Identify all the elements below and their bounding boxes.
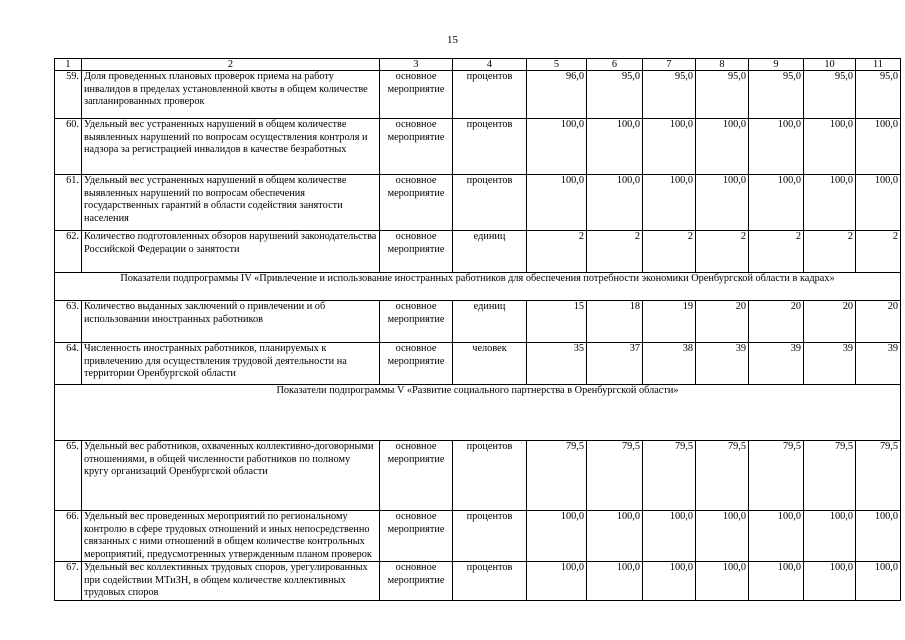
indicator-name: Количество выданных заключений о привлечении и об использовании иностранных работников: [82, 301, 380, 343]
unit-of-measure: человек: [453, 343, 527, 385]
value-cell: 100,0: [749, 175, 804, 231]
indicator-name: Численность иностранных работников, планируемых к привлечению для осуществления трудовой деятельности на территории Оренбургской области: [82, 343, 380, 385]
header-cell: 1: [55, 59, 82, 71]
value-cell: 79,5: [587, 441, 643, 511]
row-number: 61.: [55, 175, 82, 231]
value-cell: 100,0: [856, 175, 901, 231]
row-number: 67.: [55, 562, 82, 601]
value-cell: 95,0: [804, 71, 856, 119]
table-row: [55, 231, 901, 273]
unit-of-measure: единиц: [453, 301, 527, 343]
value-cell: 95,0: [643, 71, 696, 119]
value-cell: 37: [587, 343, 643, 385]
unit-of-measure: процентов: [453, 119, 527, 175]
table-row: [55, 511, 901, 562]
header-row: [55, 59, 901, 71]
value-cell: 15: [527, 301, 587, 343]
header-cell: 7: [643, 59, 696, 71]
value-cell: 20: [696, 301, 749, 343]
value-cell: 18: [587, 301, 643, 343]
value-cell: 100,0: [643, 511, 696, 562]
value-cell: 2: [856, 231, 901, 273]
value-cell: 39: [696, 343, 749, 385]
event-type: основное мероприятие: [380, 441, 453, 511]
value-cell: 100,0: [527, 175, 587, 231]
row-number: 63.: [55, 301, 82, 343]
value-cell: 100,0: [527, 562, 587, 601]
unit-of-measure: процентов: [453, 175, 527, 231]
value-cell: 20: [804, 301, 856, 343]
value-cell: 100,0: [527, 119, 587, 175]
value-cell: 100,0: [643, 119, 696, 175]
row-number: 60.: [55, 119, 82, 175]
indicator-name: Удельный вес работников, охваченных коллективно-договорными отношениями, в общей численности работников по полному кругу организаций Оренбургской области: [82, 441, 380, 511]
value-cell: 100,0: [856, 562, 901, 601]
indicator-name: Удельный вес коллективных трудовых споров, урегулированных при содействии МТиЗН, в общем количестве коллективных трудовых споров: [82, 562, 380, 601]
event-type: основное мероприятие: [380, 119, 453, 175]
value-cell: 95,0: [696, 71, 749, 119]
value-cell: 96,0: [527, 71, 587, 119]
value-cell: 100,0: [696, 562, 749, 601]
header-cell: 2: [82, 59, 380, 71]
value-cell: 100,0: [804, 119, 856, 175]
value-cell: 2: [527, 231, 587, 273]
value-cell: 100,0: [587, 119, 643, 175]
value-cell: 79,5: [856, 441, 901, 511]
section-title: Показатели подпрограммы IV «Привлечение и использование иностранных работников для обеспечения потребности экономики Оренбургской области в кадрах»: [55, 273, 901, 301]
indicator-name: Удельный вес проведенных мероприятий по региональному контролю в сфере трудовых отношений и иных непосредственно связанных с ними отношений в общем количестве контрольных мероприятий, предусмотренных утвержденным планом проверок: [82, 511, 380, 562]
value-cell: 100,0: [856, 119, 901, 175]
value-cell: 2: [749, 231, 804, 273]
value-cell: 2: [587, 231, 643, 273]
value-cell: 100,0: [696, 119, 749, 175]
value-cell: 100,0: [643, 175, 696, 231]
table-row: [55, 562, 901, 601]
unit-of-measure: процентов: [453, 71, 527, 119]
row-number: 59.: [55, 71, 82, 119]
header-cell: 9: [749, 59, 804, 71]
table-row: [55, 343, 901, 385]
event-type: основное мероприятие: [380, 343, 453, 385]
table-row: [55, 441, 901, 511]
value-cell: 20: [856, 301, 901, 343]
event-type: основное мероприятие: [380, 301, 453, 343]
value-cell: 19: [643, 301, 696, 343]
value-cell: 100,0: [587, 175, 643, 231]
value-cell: 35: [527, 343, 587, 385]
table-row: [55, 301, 901, 343]
header-cell: 4: [453, 59, 527, 71]
value-cell: 2: [643, 231, 696, 273]
value-cell: 79,5: [804, 441, 856, 511]
section-title: Показатели подпрограммы V «Развитие социального партнерства в Оренбургской области»: [55, 385, 901, 441]
value-cell: 100,0: [856, 511, 901, 562]
header-cell: 8: [696, 59, 749, 71]
value-cell: 95,0: [856, 71, 901, 119]
value-cell: 79,5: [527, 441, 587, 511]
page-number: 15: [447, 34, 458, 46]
value-cell: 100,0: [749, 119, 804, 175]
value-cell: 2: [804, 231, 856, 273]
header-cell: 10: [804, 59, 856, 71]
value-cell: 95,0: [587, 71, 643, 119]
row-number: 65.: [55, 441, 82, 511]
value-cell: 100,0: [749, 511, 804, 562]
unit-of-measure: процентов: [453, 511, 527, 562]
value-cell: 100,0: [804, 175, 856, 231]
row-number: 66.: [55, 511, 82, 562]
value-cell: 95,0: [749, 71, 804, 119]
value-cell: 2: [696, 231, 749, 273]
indicator-name: Удельный вес устраненных нарушений в общем количестве выявленных нарушений по вопросам осуществления контроля и надзора за регистрацией инвалидов в качестве безработных: [82, 119, 380, 175]
header-cell: 11: [856, 59, 901, 71]
value-cell: 79,5: [696, 441, 749, 511]
header-cell: 6: [587, 59, 643, 71]
event-type: основное мероприятие: [380, 562, 453, 601]
value-cell: 100,0: [643, 562, 696, 601]
value-cell: 100,0: [804, 562, 856, 601]
value-cell: 100,0: [804, 511, 856, 562]
value-cell: 100,0: [749, 562, 804, 601]
value-cell: 79,5: [749, 441, 804, 511]
unit-of-measure: процентов: [453, 441, 527, 511]
table-row: [55, 119, 901, 175]
value-cell: 100,0: [696, 511, 749, 562]
indicator-name: Количество подготовленных обзоров нарушений законодательства Российской Федерации о занятости: [82, 231, 380, 273]
value-cell: 100,0: [696, 175, 749, 231]
value-cell: 20: [749, 301, 804, 343]
indicators-table: [54, 58, 901, 601]
header-cell: 5: [527, 59, 587, 71]
section-row: [55, 273, 901, 301]
value-cell: 39: [749, 343, 804, 385]
table-body: [55, 59, 901, 601]
event-type: основное мероприятие: [380, 231, 453, 273]
unit-of-measure: единиц: [453, 231, 527, 273]
indicator-name: Доля проведенных плановых проверок приема на работу инвалидов в пределах установленной квоты в общем количестве запланированных проверок: [82, 71, 380, 119]
event-type: основное мероприятие: [380, 511, 453, 562]
value-cell: 100,0: [587, 511, 643, 562]
value-cell: 100,0: [527, 511, 587, 562]
header-cell: 3: [380, 59, 453, 71]
indicator-name: Удельный вес устраненных нарушений в общем количестве выявленных нарушений по вопросам обеспечения государственных гарантий в области содействия занятости населения: [82, 175, 380, 231]
row-number: 62.: [55, 231, 82, 273]
section-row: [55, 385, 901, 441]
value-cell: 100,0: [587, 562, 643, 601]
event-type: основное мероприятие: [380, 175, 453, 231]
value-cell: 38: [643, 343, 696, 385]
table-row: [55, 71, 901, 119]
row-number: 64.: [55, 343, 82, 385]
event-type: основное мероприятие: [380, 71, 453, 119]
table-row: [55, 175, 901, 231]
value-cell: 39: [804, 343, 856, 385]
value-cell: 39: [856, 343, 901, 385]
unit-of-measure: процентов: [453, 562, 527, 601]
value-cell: 79,5: [643, 441, 696, 511]
